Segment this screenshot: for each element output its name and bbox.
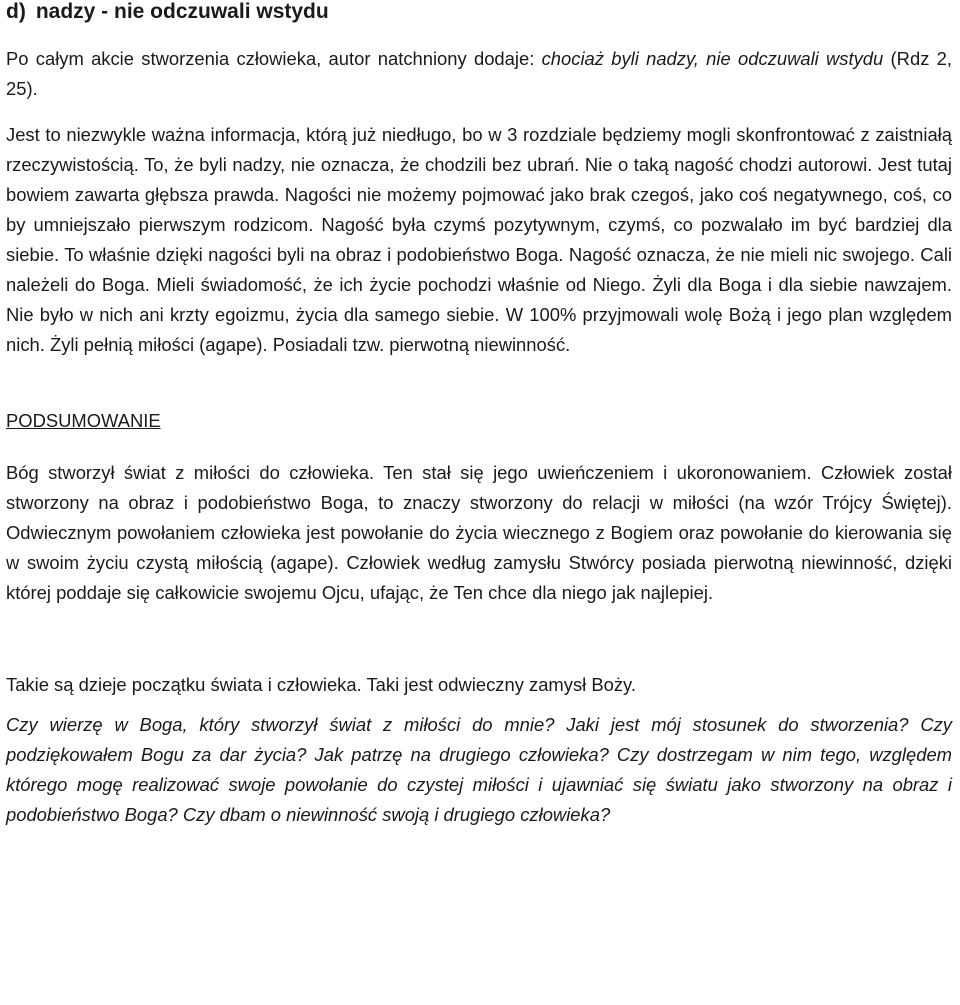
section-title: nadzy - nie odczuwali wstydu — [35, 0, 329, 23]
summary-title: PODSUMOWANIE — [6, 410, 161, 431]
section-heading — [6, 0, 952, 26]
body-paragraph: Jest to niezwykle ważna informacja, którą już niedługo, bo w 3 rozdziale będziemy mogli skonfrontować z zaistniałą rzeczywistością. To, że byli nadzy, nie oznacza, że chodzili bez ubrań. Nie o taką nagość chodzi autorowi. Jest tutaj bowiem zawarta głębsza prawda. Nagości nie możemy pojmować jako brak czegoś, jako coś negatywnego, coś, co by umniejszało pierwszym rodzicom. Nagość była czymś pozytywnym, czymś, co pozwalało im być bardziej dla siebie. To właśnie dzięki nagości byli na obraz i podobieństwo Boga. Nagość oznacza, że nie mieli nic swojego. Cali należeli do Boga. Mieli świadomość, że ich życie pochodzi właśnie od Niego. Żyli dla Boga i dla siebie nawzajem. Nie było w nich ani krzty egoizmu, życia dla samego siebie. W 100% przyjmowali wolę Bożą i jego plan względem nich. Żyli pełnią miłości (agape). Posiadali tzw. pierwotną niewinność. — [6, 124, 952, 355]
intro-lead: Po całym akcie stworzenia człowieka, autor natchniony dodaje: — [6, 48, 542, 69]
section-number: d) — [6, 0, 26, 23]
reflection-questions: Czy wierzę w Boga, który stworzył świat z miłości do mnie? Jaki jest mój stosunek do stworzenia? Czy podziękowałem Bogu za dar życia? Jak patrzę na drugiego człowieka? Czy dostrzegam w nim tego, względem którego mogę realizować swoje powołanie do czystej miłości i ujawniać się światu jako stworzony na obraz i podobieństwo Boga? Czy dbam o niewinność swoją i drugiego człowieka? — [6, 714, 952, 825]
intro-quote: chociaż byli nadzy, nie odczuwali wstydu — [541, 48, 884, 69]
intro-reference: (Rdz 2, 25). — [6, 48, 952, 99]
closing-statement: Takie są dzieje początku świata i człowieka. Taki jest odwieczny zamysł Boży. — [6, 674, 636, 695]
summary-paragraph: Bóg stworzył świat z miłości do człowieka. Ten stał się jego uwieńczeniem i ukoronowaniem. Człowiek został stworzony na obraz i podobieństwo Boga, to znaczy stworzony do relacji w miłości (na wzór Trójcy Świętej). Odwiecznym powołaniem człowieka jest powołanie do życia wiecznego z Bogiem oraz powołanie do kierowania się w swoim życiu czystą miłością (agape). Człowiek według zamysłu Stwórcy posiada pierwotną niewinność, dzięki której poddaje się całkowicie swojemu Ojcu, ufając, że Ten chce dla niego jak najlepiej. — [6, 462, 952, 603]
intro-paragraph — [6, 44, 952, 104]
